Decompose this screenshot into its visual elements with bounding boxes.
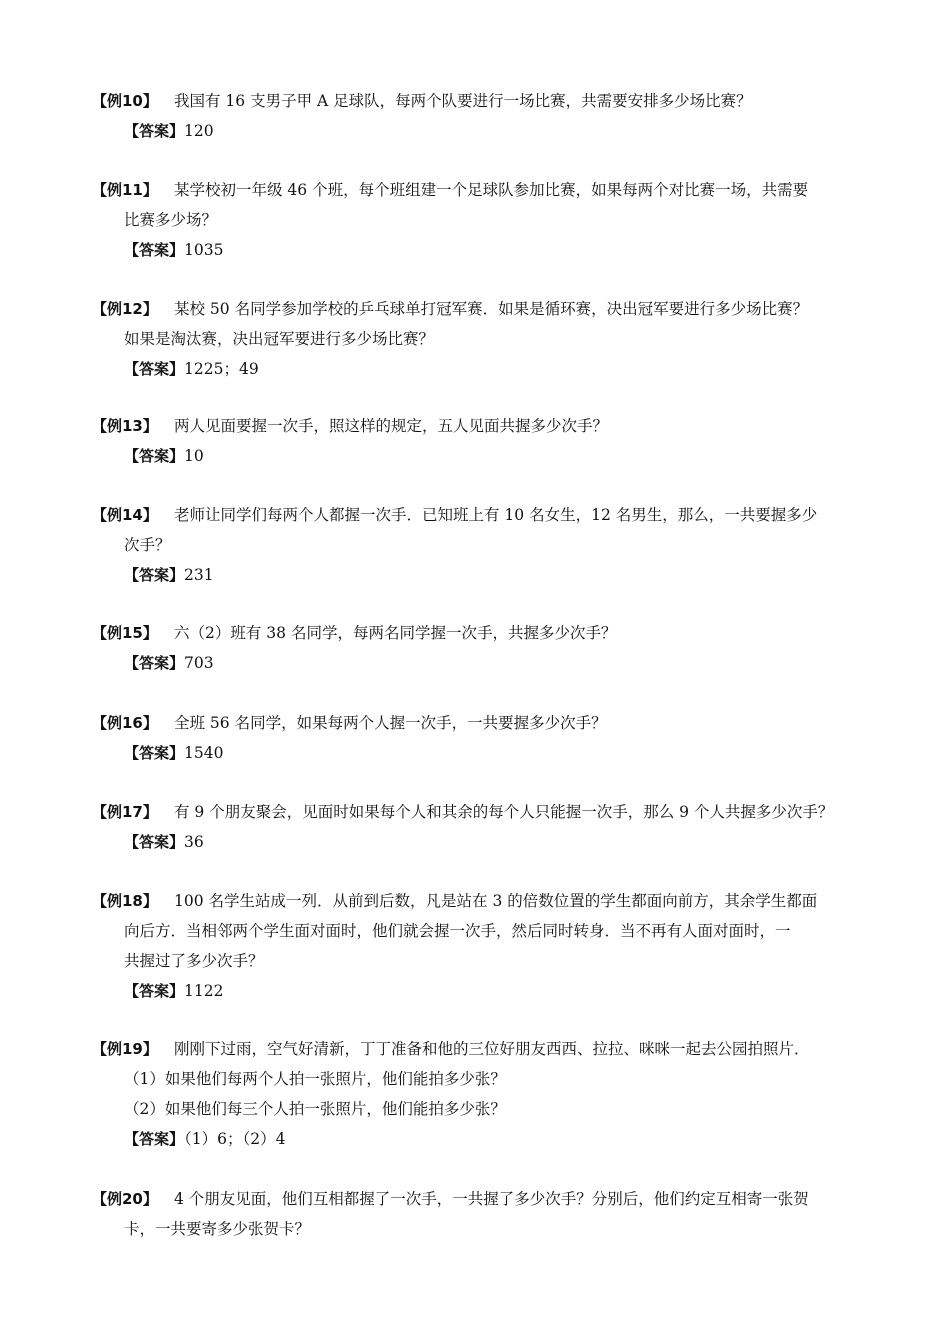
answer-tag: 【答案】 xyxy=(124,122,185,140)
answer-value: 120 xyxy=(184,122,214,140)
answer xyxy=(92,648,882,678)
answer xyxy=(92,441,882,471)
problem-label: 【例13】 xyxy=(92,417,158,435)
answer xyxy=(92,560,882,590)
problem-text-continued: 向后方．当相邻两个学生面对面时，他们就会握一次手，然后同时转身．当不再有人面对面时，一 xyxy=(124,922,791,940)
problem-label: 【例14】 xyxy=(92,506,158,524)
problem-text-continued: 共握过了多少次手？ xyxy=(124,952,264,970)
answer-tag: 【答案】 xyxy=(124,241,185,259)
problem-10 xyxy=(92,86,882,146)
problem-17 xyxy=(92,797,882,857)
answer-value: （1）6；（2）4 xyxy=(184,1130,286,1148)
sub-question-2: （2）如果他们每三个人拍一张照片，他们能拍多少张？ xyxy=(124,1100,506,1118)
problem-18 xyxy=(92,886,882,1006)
problem-15 xyxy=(92,618,882,678)
answer xyxy=(92,116,882,146)
problem-text-continued: 次手？ xyxy=(124,536,171,554)
problem-16 xyxy=(92,708,882,768)
answer-value: 1225；49 xyxy=(184,360,259,378)
answer-value: 703 xyxy=(184,654,214,672)
problem-text: 老师让同学们每两个人都握一次手．已知班上有 10 名女生，12 名男生，那么，一共要握多少 xyxy=(174,506,818,524)
problem-label: 【例10】 xyxy=(92,92,158,110)
problem-text: 100 名学生站成一列．从前到后数，凡是站在 3 的倍数位置的学生都面向前方，其余学生都面 xyxy=(174,892,818,910)
answer-value: 1122 xyxy=(184,982,224,1000)
answer xyxy=(92,1124,882,1154)
problem-label: 【例19】 xyxy=(92,1040,158,1058)
problem-label: 【例16】 xyxy=(92,714,158,732)
problem-text: 4 个朋友见面，他们互相都握了一次手，一共握了多少次手？分别后，他们约定互相寄一张贺 xyxy=(174,1190,809,1208)
problem-13 xyxy=(92,411,882,471)
problem-11 xyxy=(92,175,882,265)
answer-tag: 【答案】 xyxy=(124,744,185,762)
answer-tag: 【答案】 xyxy=(124,654,185,672)
problem-12 xyxy=(92,294,882,384)
problem-text: 全班 56 名同学，如果每两个人握一次手，一共要握多少次手？ xyxy=(174,714,607,732)
problem-label: 【例18】 xyxy=(92,892,158,910)
answer-tag: 【答案】 xyxy=(124,833,185,851)
problem-text: 有 9 个朋友聚会，见面时如果每个人和其余的每个人只能握一次手，那么 9 个人共握多少次手？ xyxy=(174,803,834,821)
answer xyxy=(92,738,882,768)
problem-text: 六（2）班有 38 名同学，每两名同学握一次手，共握多少次手？ xyxy=(174,624,617,642)
problem-14 xyxy=(92,500,882,590)
problem-text: 刚刚下过雨，空气好清新，丁丁准备和他的三位好朋友西西、拉拉、咪咪一起去公园拍照片． xyxy=(174,1040,810,1058)
problem-text: 某学校初一年级 46 个班，每个班组建一个足球队参加比赛，如果每两个对比赛一场，共需要 xyxy=(174,181,809,199)
problem-text-continued: 卡，一共要寄多少张贺卡？ xyxy=(124,1220,311,1238)
problem-text-continued: 如果是淘汰赛，决出冠军要进行多少场比赛？ xyxy=(124,330,435,348)
answer-value: 1540 xyxy=(184,744,224,762)
answer xyxy=(92,235,882,265)
answer xyxy=(92,976,882,1006)
answer xyxy=(92,354,882,384)
answer-tag: 【答案】 xyxy=(124,1130,185,1148)
sub-question-1: （1）如果他们每两个人拍一张照片，他们能拍多少张？ xyxy=(124,1070,506,1088)
problem-label: 【例15】 xyxy=(92,624,158,642)
answer-value: 1035 xyxy=(184,241,224,259)
answer-tag: 【答案】 xyxy=(124,360,185,378)
answer-value: 36 xyxy=(184,833,204,851)
problem-label: 【例12】 xyxy=(92,300,158,318)
problem-label: 【例20】 xyxy=(92,1190,158,1208)
answer xyxy=(92,827,882,857)
problem-text: 某校 50 名同学参加学校的乒乓球单打冠军赛．如果是循环赛，决出冠军要进行多少场比赛？ xyxy=(174,300,809,318)
answer-tag: 【答案】 xyxy=(124,982,185,1000)
problem-20 xyxy=(92,1184,882,1244)
problem-text: 我国有 16 支男子甲 A 足球队，每两个队要进行一场比赛，共需要安排多少场比赛？ xyxy=(174,92,752,110)
answer-value: 10 xyxy=(184,447,204,465)
problem-label: 【例11】 xyxy=(92,181,158,199)
answer-tag: 【答案】 xyxy=(124,566,185,584)
answer-value: 231 xyxy=(184,566,214,584)
problem-text: 两人见面要握一次手，照这样的规定，五人见面共握多少次手？ xyxy=(174,417,609,435)
problem-19 xyxy=(92,1034,882,1154)
problem-label: 【例17】 xyxy=(92,803,158,821)
problem-text-continued: 比赛多少场？ xyxy=(124,211,218,229)
answer-tag: 【答案】 xyxy=(124,447,185,465)
